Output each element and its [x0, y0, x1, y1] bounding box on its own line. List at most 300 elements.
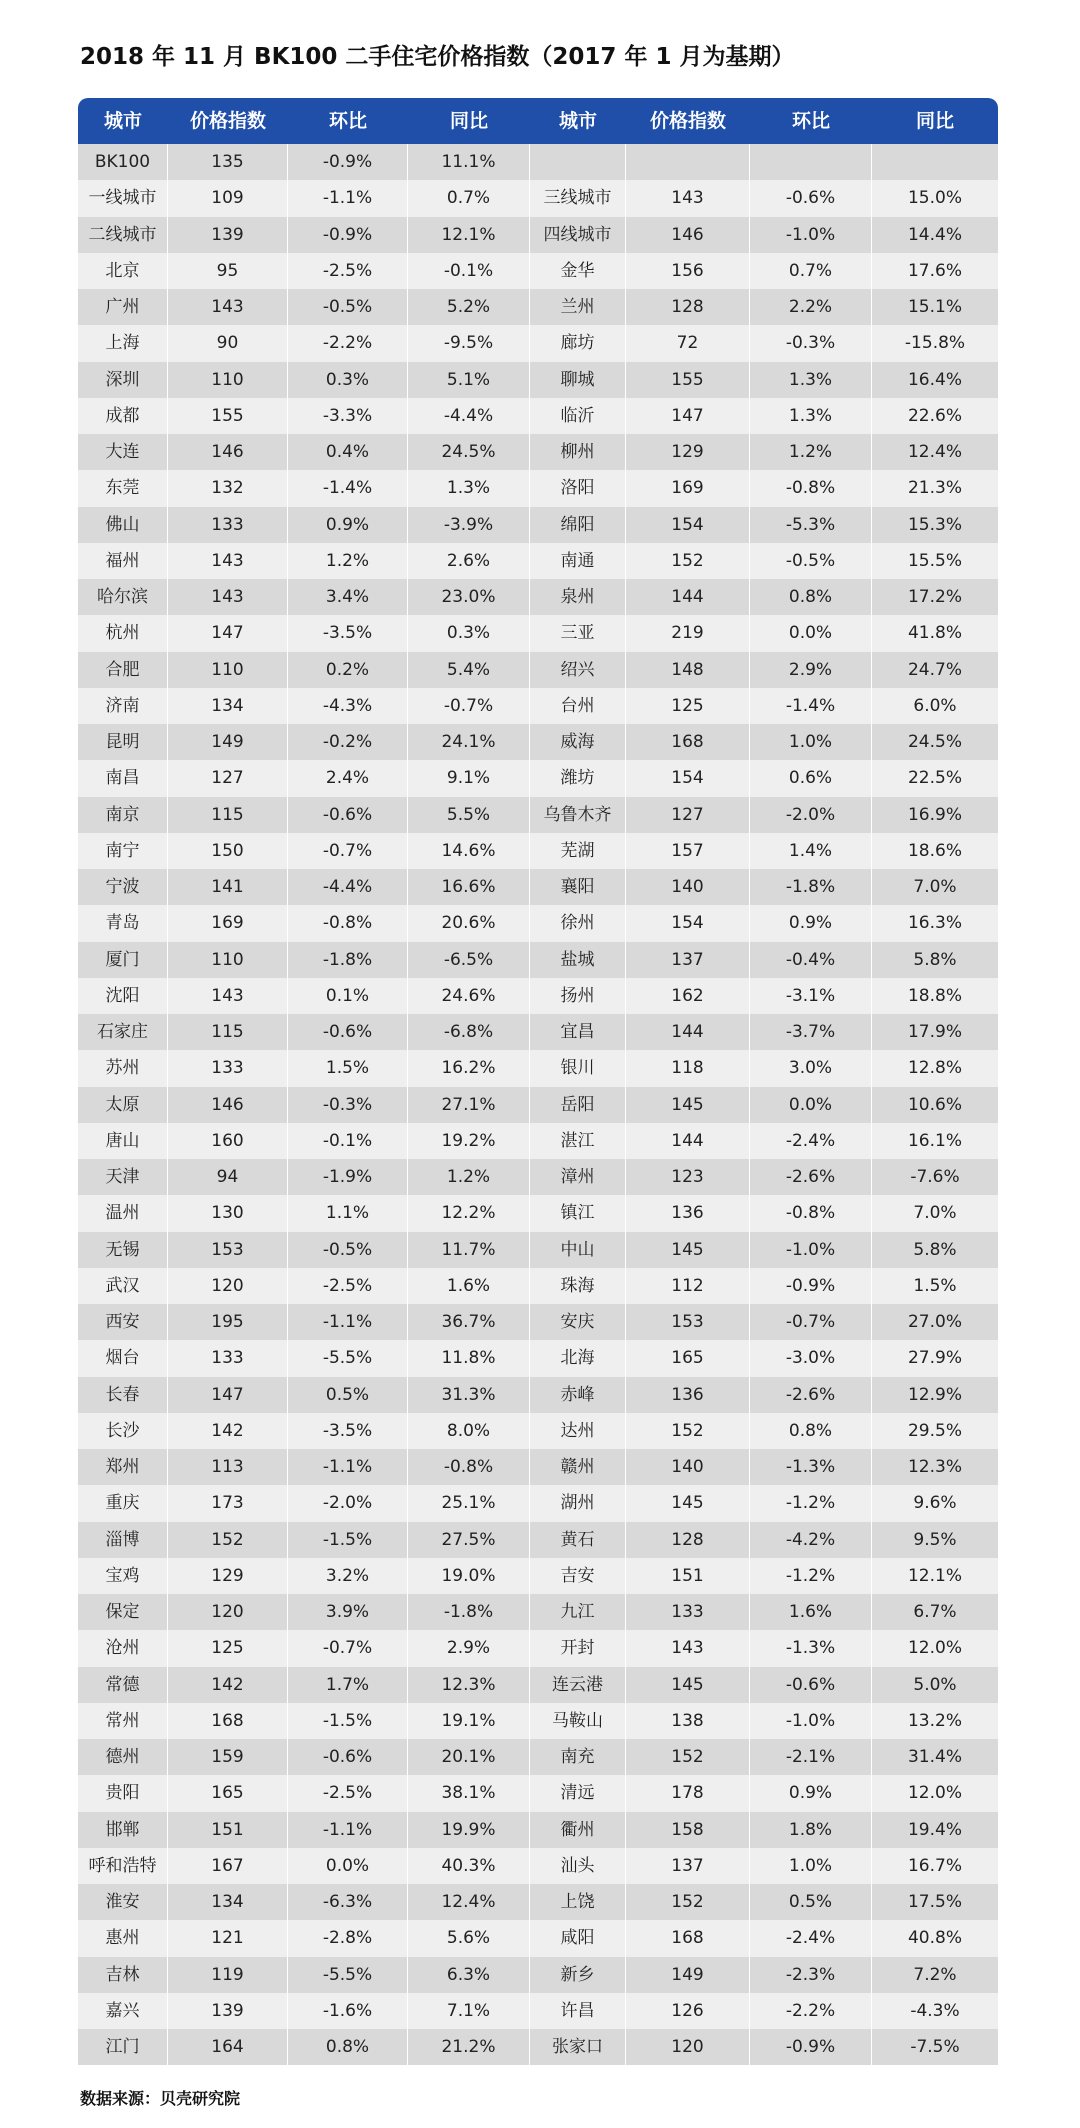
cell-index-2: 152	[626, 1739, 750, 1775]
cell-index: 142	[168, 1413, 288, 1449]
cell-city-2: 漳州	[530, 1159, 626, 1195]
cell-yoy-2: 17.2%	[907, 587, 962, 607]
cell-city-2: 盐城	[530, 942, 626, 978]
cell-mom: -1.6%	[288, 1993, 408, 2029]
cell-city: 石家庄	[78, 1014, 168, 1050]
cell-yoy-2: 6.7%	[913, 1602, 957, 1622]
cell-index-2: 129	[626, 434, 750, 470]
cell-yoy-2: 17.6%	[907, 260, 962, 281]
cell-city-2	[530, 144, 626, 180]
cell-mom: 0.4%	[288, 434, 408, 470]
cell-index: 150	[168, 833, 288, 869]
cell-index-2: 140	[626, 869, 750, 905]
cell-mom-2: -1.3%	[750, 1449, 872, 1485]
cell-index: 134	[168, 688, 288, 724]
cell-mom: -0.9%	[288, 144, 408, 180]
cell-mom: -1.8%	[288, 942, 408, 978]
table-row	[78, 1522, 998, 1558]
cell-index: 134	[168, 1884, 288, 1920]
cell-city-2: 临沂	[530, 398, 626, 434]
cell-index: 110	[168, 652, 288, 688]
cell-city: 青岛	[78, 905, 168, 941]
cell-city: 太原	[78, 1087, 168, 1123]
cell-index-2	[626, 144, 750, 180]
table-row	[78, 325, 998, 361]
cell-city-2: 赣州	[530, 1449, 626, 1485]
cell-city-2: 赤峰	[530, 1377, 626, 1413]
cell-mom-2: -1.2%	[750, 1485, 872, 1521]
cell-city: 西安	[78, 1304, 168, 1340]
cell-city: 沈阳	[78, 978, 168, 1014]
table-row	[78, 1232, 998, 1268]
cell-yoy-2: 40.8%	[907, 1928, 962, 1949]
table-row	[78, 144, 998, 180]
cell-yoy-2: 29.5%	[907, 1420, 962, 1441]
cell-city-2: 新乡	[530, 1957, 626, 1993]
table-row	[78, 470, 998, 506]
cell-yoy-2: 22.6%	[907, 405, 962, 426]
cell-city-2: 北海	[530, 1340, 626, 1376]
cell-city-2: 徐州	[530, 905, 626, 941]
cell-yoy: 0.7%	[408, 180, 530, 216]
cell-city-2: 四线城市	[530, 217, 626, 253]
table-row	[78, 398, 998, 434]
cell-index: 139	[168, 217, 288, 253]
cell-mom: 0.1%	[288, 978, 408, 1014]
cell-index-2: 145	[626, 1087, 750, 1123]
cell-index-2: 133	[626, 1594, 750, 1630]
cell-yoy: 27.1%	[408, 1087, 530, 1123]
table-row	[78, 1558, 998, 1594]
cell-yoy-2: -7.6%	[910, 1167, 960, 1187]
table-row	[78, 1594, 998, 1630]
cell-mom: -1.1%	[288, 180, 408, 216]
cell-yoy: 1.2%	[408, 1159, 530, 1195]
cell-yoy: 1.6%	[408, 1268, 530, 1304]
cell-index-2: 143	[626, 180, 750, 216]
cell-index: 132	[168, 470, 288, 506]
table-body	[78, 144, 998, 2065]
cell-yoy-2: 16.3%	[907, 913, 962, 934]
cell-index-2: 156	[626, 253, 750, 289]
cell-mom: -0.5%	[288, 289, 408, 325]
table-row	[78, 1485, 998, 1521]
cell-mom: -0.5%	[288, 1232, 408, 1268]
cell-yoy: 20.6%	[408, 905, 530, 941]
cell-mom: 0.0%	[288, 1848, 408, 1884]
cell-index-2: 136	[626, 1195, 750, 1231]
cell-city-2: 三亚	[530, 615, 626, 651]
table-row	[78, 1812, 998, 1848]
cell-yoy: 9.1%	[408, 760, 530, 796]
cell-city-2: 扬州	[530, 978, 626, 1014]
cell-yoy-2: 31.4%	[907, 1747, 962, 1767]
cell-city: 常德	[78, 1667, 168, 1703]
cell-index: 146	[168, 434, 288, 470]
cell-mom-2: -1.8%	[750, 869, 872, 905]
cell-yoy-2: 7.0%	[913, 1203, 957, 1224]
cell-yoy: 2.6%	[408, 543, 530, 579]
cell-city-2: 岳阳	[530, 1087, 626, 1123]
table-row	[78, 1884, 998, 1920]
table-row	[78, 579, 998, 615]
cell-city-2: 咸阳	[530, 1920, 626, 1956]
cell-mom: -0.7%	[288, 833, 408, 869]
table-row	[78, 652, 998, 688]
cell-city: 淮安	[78, 1884, 168, 1920]
table-row	[78, 507, 998, 543]
cell-index: 127	[168, 760, 288, 796]
table-row	[78, 978, 998, 1014]
cell-index: 94	[168, 1159, 288, 1195]
cell-index-2: 118	[626, 1050, 750, 1086]
cell-mom-2: -0.9%	[750, 1268, 872, 1304]
cell-city-2: 珠海	[530, 1268, 626, 1304]
header-cell-city-2: 城市	[558, 110, 597, 132]
cell-city-2: 绍兴	[530, 652, 626, 688]
cell-yoy: 12.1%	[408, 217, 530, 253]
cell-city-2: 安庆	[530, 1304, 626, 1340]
cell-index-2: 145	[626, 1667, 750, 1703]
cell-mom-2	[750, 144, 872, 180]
cell-mom-2: 0.0%	[750, 615, 872, 651]
cell-mom: 0.8%	[288, 2029, 408, 2065]
cell-index-2: 126	[626, 1993, 750, 2029]
cell-city: 天津	[78, 1159, 168, 1195]
cell-index-2: 219	[626, 615, 750, 651]
cell-yoy: 19.9%	[408, 1812, 530, 1848]
cell-mom: -2.5%	[288, 1775, 408, 1811]
cell-yoy: 1.3%	[408, 470, 530, 506]
cell-index: 109	[168, 180, 288, 216]
cell-mom: 3.9%	[288, 1594, 408, 1630]
cell-index: 164	[168, 2029, 288, 2065]
cell-yoy: 24.6%	[408, 978, 530, 1014]
cell-yoy-2: 15.1%	[907, 297, 962, 317]
cell-index: 142	[168, 1667, 288, 1703]
cell-mom-2: -0.5%	[750, 543, 872, 579]
cell-mom-2: -2.4%	[750, 1920, 872, 1956]
cell-index-2: 137	[626, 942, 750, 978]
cell-city: 吉林	[78, 1957, 168, 1993]
cell-mom-2: -2.1%	[750, 1739, 872, 1775]
cell-index: 143	[168, 579, 288, 615]
cell-mom-2: 1.3%	[750, 362, 872, 398]
cell-index-2: 144	[626, 579, 750, 615]
cell-index-2: 155	[626, 362, 750, 398]
cell-mom-2: -0.8%	[750, 470, 872, 506]
cell-city: 福州	[78, 543, 168, 579]
cell-yoy-2: 10.6%	[907, 1094, 962, 1115]
cell-city: BK100	[78, 144, 168, 180]
cell-yoy: 20.1%	[408, 1739, 530, 1775]
cell-city-2: 银川	[530, 1050, 626, 1086]
cell-yoy: 40.3%	[408, 1848, 530, 1884]
cell-city-2: 南充	[530, 1739, 626, 1775]
cell-city-2: 九江	[530, 1594, 626, 1630]
cell-index-2: 112	[626, 1268, 750, 1304]
table-row	[78, 362, 998, 398]
cell-yoy-2: 19.4%	[907, 1819, 962, 1840]
cell-city-2: 开封	[530, 1630, 626, 1666]
cell-city-2: 宜昌	[530, 1014, 626, 1050]
cell-city-2: 台州	[530, 688, 626, 724]
cell-city: 南昌	[78, 760, 168, 796]
cell-city: 上海	[78, 325, 168, 361]
cell-yoy: -6.5%	[408, 942, 530, 978]
cell-index-2: 169	[626, 470, 750, 506]
cell-city: 长春	[78, 1377, 168, 1413]
cell-index-2: 136	[626, 1377, 750, 1413]
cell-mom: -0.6%	[288, 1739, 408, 1775]
cell-mom-2: -2.3%	[750, 1957, 872, 1993]
cell-yoy-2: 41.8%	[907, 623, 962, 644]
cell-city-2: 汕头	[530, 1848, 626, 1884]
cell-city: 东莞	[78, 470, 168, 506]
cell-index-2: 165	[626, 1340, 750, 1376]
cell-yoy: -4.4%	[408, 398, 530, 434]
cell-mom: 1.7%	[288, 1667, 408, 1703]
cell-mom-2: -1.0%	[750, 1232, 872, 1268]
table-row	[78, 1050, 998, 1086]
cell-index: 146	[168, 1087, 288, 1123]
cell-mom: 0.2%	[288, 652, 408, 688]
cell-city: 淄博	[78, 1522, 168, 1558]
table-row	[78, 1957, 998, 1993]
cell-yoy: -0.8%	[408, 1449, 530, 1485]
cell-yoy: -0.1%	[408, 253, 530, 289]
cell-yoy-2: 15.5%	[907, 550, 962, 571]
cell-mom: -1.1%	[288, 1449, 408, 1485]
cell-yoy-2: -4.3%	[910, 2000, 960, 2021]
cell-index-2: 120	[626, 2029, 750, 2065]
cell-yoy-2: 5.0%	[913, 1674, 957, 1695]
table-row	[78, 434, 998, 470]
table-row	[78, 1739, 998, 1775]
cell-index-2: 162	[626, 978, 750, 1014]
cell-yoy: 5.4%	[408, 652, 530, 688]
cell-mom: -0.1%	[288, 1123, 408, 1159]
cell-city-2: 潍坊	[530, 760, 626, 796]
cell-index-2: 158	[626, 1812, 750, 1848]
cell-yoy-2: 7.2%	[913, 1964, 957, 1985]
cell-yoy: 5.6%	[408, 1920, 530, 1956]
cell-mom-2: -4.2%	[750, 1522, 872, 1558]
cell-mom-2: 1.2%	[750, 434, 872, 470]
table-row	[78, 1014, 998, 1050]
header-cell-index: 价格指数	[189, 110, 266, 132]
cell-index: 167	[168, 1848, 288, 1884]
cell-index-2: 125	[626, 688, 750, 724]
cell-mom-2: 1.8%	[750, 1812, 872, 1848]
cell-city: 宁波	[78, 869, 168, 905]
cell-index: 159	[168, 1739, 288, 1775]
cell-mom: 2.4%	[288, 760, 408, 796]
cell-yoy-2: 24.7%	[907, 659, 962, 680]
cell-mom-2: -2.4%	[750, 1123, 872, 1159]
cell-yoy-2: 9.5%	[913, 1529, 957, 1550]
cell-city-2: 黄石	[530, 1522, 626, 1558]
cell-index-2: 137	[626, 1848, 750, 1884]
cell-mom-2: -1.0%	[750, 1703, 872, 1739]
cell-index: 120	[168, 1268, 288, 1304]
cell-index: 129	[168, 1558, 288, 1594]
table-row	[78, 2029, 998, 2065]
cell-index: 121	[168, 1920, 288, 1956]
cell-city: 南宁	[78, 833, 168, 869]
cell-index: 120	[168, 1594, 288, 1630]
cell-yoy-2: 21.3%	[907, 478, 962, 499]
table-row	[78, 869, 998, 905]
cell-yoy: -3.9%	[408, 507, 530, 543]
cell-index-2: 123	[626, 1159, 750, 1195]
cell-yoy: 11.8%	[408, 1340, 530, 1376]
cell-yoy: 12.3%	[408, 1667, 530, 1703]
cell-mom: -0.6%	[288, 1014, 408, 1050]
cell-mom-2: -5.3%	[750, 507, 872, 543]
table-row	[78, 1848, 998, 1884]
table-row	[78, 1195, 998, 1231]
cell-yoy: 31.3%	[408, 1377, 530, 1413]
cell-city: 宝鸡	[78, 1558, 168, 1594]
cell-city-2: 吉安	[530, 1558, 626, 1594]
cell-mom-2: 0.8%	[750, 1413, 872, 1449]
cell-index-2: 154	[626, 905, 750, 941]
cell-index: 165	[168, 1775, 288, 1811]
cell-index-2: 143	[626, 1630, 750, 1666]
cell-index-2: 145	[626, 1485, 750, 1521]
cell-city: 唐山	[78, 1123, 168, 1159]
cell-city-2: 马鞍山	[530, 1703, 626, 1739]
cell-index-2: 128	[626, 289, 750, 325]
cell-city: 惠州	[78, 1920, 168, 1956]
cell-yoy: 19.0%	[408, 1558, 530, 1594]
cell-yoy: 14.6%	[408, 833, 530, 869]
cell-mom: -4.4%	[288, 869, 408, 905]
cell-index-2: 157	[626, 833, 750, 869]
cell-index: 133	[168, 1050, 288, 1086]
cell-yoy: 12.2%	[408, 1195, 530, 1231]
table-row	[78, 724, 998, 760]
cell-yoy-2: -7.5%	[910, 2037, 960, 2057]
cell-mom: 0.9%	[288, 507, 408, 543]
cell-mom: -0.6%	[288, 797, 408, 833]
cell-city-2: 镇江	[530, 1195, 626, 1231]
cell-mom-2: -2.6%	[750, 1159, 872, 1195]
cell-mom-2: 1.3%	[750, 398, 872, 434]
cell-city: 一线城市	[78, 180, 168, 216]
cell-index: 143	[168, 289, 288, 325]
cell-index-2: 144	[626, 1014, 750, 1050]
cell-index: 119	[168, 1957, 288, 1993]
cell-index: 135	[168, 144, 288, 180]
cell-yoy-2: 15.3%	[907, 514, 962, 535]
cell-index-2: 144	[626, 1123, 750, 1159]
cell-index: 133	[168, 1340, 288, 1376]
cell-mom: 0.3%	[288, 362, 408, 398]
cell-yoy: 11.7%	[408, 1232, 530, 1268]
cell-city: 温州	[78, 1195, 168, 1231]
cell-mom-2: -0.4%	[750, 942, 872, 978]
table-row	[78, 1340, 998, 1376]
cell-mom: 1.2%	[288, 543, 408, 579]
cell-mom: -1.9%	[288, 1159, 408, 1195]
header-cell-city: 城市	[103, 110, 142, 132]
cell-mom: -2.0%	[288, 1485, 408, 1521]
cell-mom: 1.5%	[288, 1050, 408, 1086]
cell-yoy-2: 12.3%	[907, 1457, 962, 1477]
cell-mom-2: -1.2%	[750, 1558, 872, 1594]
cell-index: 152	[168, 1522, 288, 1558]
cell-city-2: 南通	[530, 543, 626, 579]
cell-yoy-2	[872, 144, 998, 180]
cell-mom-2: 2.9%	[750, 652, 872, 688]
cell-mom: -0.3%	[288, 1087, 408, 1123]
cell-mom-2: -0.6%	[750, 1667, 872, 1703]
cell-index: 110	[168, 942, 288, 978]
cell-city-2: 芜湖	[530, 833, 626, 869]
cell-city-2: 湖州	[530, 1485, 626, 1521]
table-row	[78, 253, 998, 289]
cell-city-2: 绵阳	[530, 507, 626, 543]
cell-mom-2: -1.3%	[750, 1630, 872, 1666]
cell-yoy-2: 16.4%	[907, 369, 962, 390]
table-row	[78, 1377, 998, 1413]
cell-city: 保定	[78, 1594, 168, 1630]
cell-index: 133	[168, 507, 288, 543]
cell-city: 德州	[78, 1739, 168, 1775]
cell-index: 125	[168, 1630, 288, 1666]
cell-mom-2: -0.9%	[750, 2029, 872, 2065]
table-row	[78, 1087, 998, 1123]
cell-city-2: 清远	[530, 1775, 626, 1811]
table-row	[78, 217, 998, 253]
cell-index-2: 152	[626, 1413, 750, 1449]
cell-index: 173	[168, 1485, 288, 1521]
cell-index: 149	[168, 724, 288, 760]
cell-city: 南京	[78, 797, 168, 833]
table-row	[78, 1630, 998, 1666]
table-row	[78, 760, 998, 796]
cell-mom: -0.8%	[288, 905, 408, 941]
cell-yoy: -9.5%	[408, 325, 530, 361]
cell-city-2: 衢州	[530, 1812, 626, 1848]
cell-yoy: 24.1%	[408, 724, 530, 760]
cell-index-2: 154	[626, 507, 750, 543]
data-source-note: 数据来源：贝壳研究院	[80, 2089, 241, 2108]
cell-index-2: 151	[626, 1558, 750, 1594]
cell-index: 115	[168, 1014, 288, 1050]
cell-yoy-2: 13.2%	[907, 1710, 962, 1731]
cell-yoy-2: 24.5%	[907, 732, 962, 752]
cell-mom: -0.2%	[288, 724, 408, 760]
cell-index: 195	[168, 1304, 288, 1340]
cell-city-2: 三线城市	[530, 180, 626, 216]
cell-mom: -1.1%	[288, 1304, 408, 1340]
cell-yoy-2: 27.9%	[907, 1348, 962, 1369]
cell-city-2: 廊坊	[530, 325, 626, 361]
cell-mom: -5.5%	[288, 1957, 408, 1993]
cell-index: 113	[168, 1449, 288, 1485]
cell-index-2: 168	[626, 1920, 750, 1956]
cell-index: 95	[168, 253, 288, 289]
cell-mom-2: 1.4%	[750, 833, 872, 869]
cell-city: 重庆	[78, 1485, 168, 1521]
header-cell-index-2: 价格指数	[649, 110, 726, 132]
cell-city-2: 襄阳	[530, 869, 626, 905]
cell-yoy-2: 17.5%	[907, 1892, 962, 1912]
cell-mom-2: -1.4%	[750, 688, 872, 724]
